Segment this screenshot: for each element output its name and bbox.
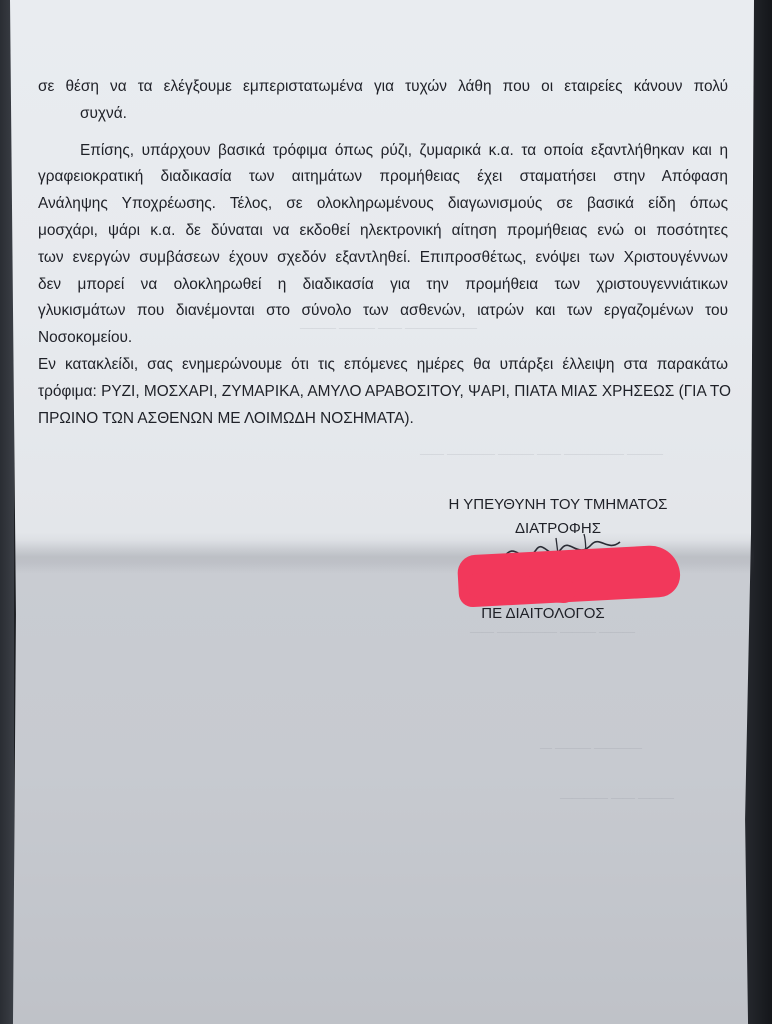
signature-title-line2: ΔΙΑΤΡΟΦΗΣ — [515, 520, 601, 537]
body-line-4: γραφειοκρατική διαδικασία των αιτημάτων προμήθειας έχει σταματήσει στην Απόφαση — [38, 168, 728, 186]
signature-role: ΠΕ ΔΙΑΙΤΟΛΟΓΟΣ — [481, 605, 605, 622]
body-line-5: Ανάληψης Υποχρέωσης. Τέλος, σε ολοκληρωμένους διαγωνισμούς σε βασικά είδη όπως — [38, 195, 728, 213]
body-line-1: σε θέση να τα ελέγξουμε εμπεριστατωμένα για τυχών λάθη που οι εταιρείες κάνουν πολύ — [38, 78, 728, 95]
body-line-3: Επίσης, υπάρχουν βασικά τρόφιμα όπως ρύζι, ζυμαρικά κ.α. τα οποία εξαντλήθηκαν και η — [80, 141, 728, 159]
body-line-10: Νοσοκομείου. — [38, 329, 133, 347]
letter-body — [38, 74, 731, 432]
body-line-9: γλυκισμάτων που διανέμονται στο σύνολο των ασθενών, ιατρών και των εργαζομένων του — [38, 302, 728, 320]
body-line-13: ΠΡΩΙΝΟ ΤΩΝ ΑΣΘΕΝΩΝ ΜΕ ΛΟΙΜΩΔΗ ΝΟΣΗΜΑΤΑ). — [38, 409, 414, 427]
body-line-6: μοσχάρι, ψάρι κ.α. δε δύναται να εκδοθεί ηλεκτρονική αίτηση προμήθειας ενώ οι ποσότητες — [38, 221, 728, 239]
body-line-2: συχνά. — [80, 104, 127, 122]
body-line-7: των ενεργών συμβάσεων έχουν σχεδόν εξαντληθεί. Επιπροσθέτως, ενόψει των Χριστουγέννων — [38, 248, 728, 266]
body-line-8: δεν μπορεί να ολοκληρωθεί η διαδικασία για την προμήθεια των χριστουγεννιάτικων — [38, 275, 728, 293]
signature-title-line1: Η ΥΠΕΥΘΥΝΗ ΤΟΥ ΤΜΗΜΑΤΟΣ — [448, 496, 668, 513]
body-line-11: Εν κατακλείδι, σας ενημερώνουμε ότι τις επόμενες ημέρες θα υπάρξει έλλειψη στα παρακάτω — [38, 355, 728, 373]
body-line-12: τρόφιμα: ΡΥΖΙ, ΜΟΣΧΑΡΙ, ΖΥΜΑΡΙΚΑ, ΑΜΥΛΟ ΑΡΑΒΟΣΙΤΟΥ, ΨΑΡΙ, ΠΙΑΤΑ ΜΙΑΣ ΧΡΗΣΕΩΣ (ΓΙΑ ΤΟ — [38, 382, 731, 400]
